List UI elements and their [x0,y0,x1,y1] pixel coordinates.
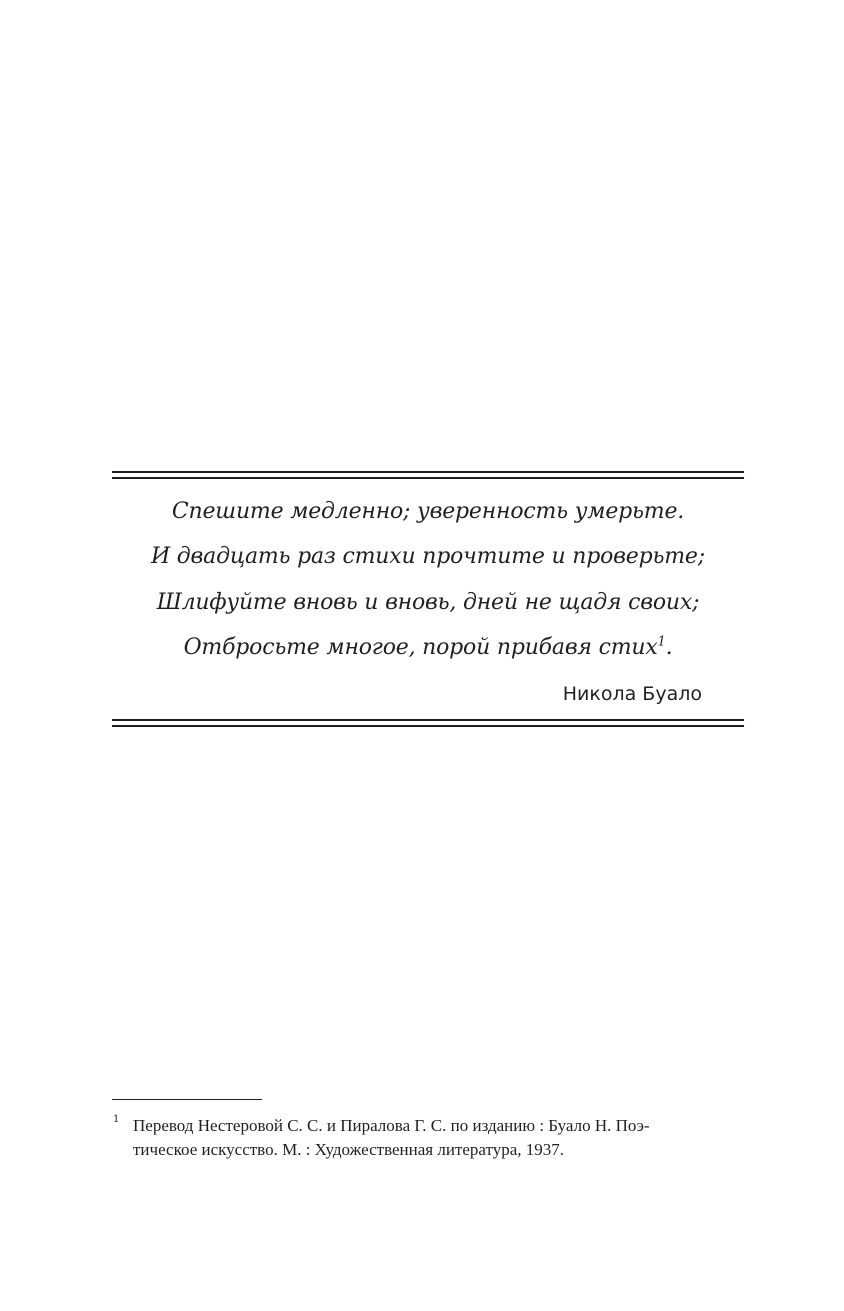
footnote-number: 1 [113,1114,120,1125]
epigraph-line-end-punctuation: . [665,635,673,660]
footnote-reference-marker[interactable]: 1 [657,634,666,650]
epigraph-top-double-rule [112,471,744,479]
footnote-separator-rule [112,1099,262,1100]
epigraph-author: Никола Буало [562,683,702,705]
epigraph-line: Шлифуйте вновь и вновь, дней не щадя своих; [156,590,700,615]
epigraph-line-last [112,633,744,663]
epigraph-bottom-double-rule [112,719,744,727]
epigraph-line: И двадцать раз стихи прочтите и проверьте; [151,544,705,569]
footnote-text-line: Перевод Нестеровой С. С. и Пиралова Г. С. по изданию : Буало Н. Поэ- [133,1116,650,1135]
epigraph-line: Спешите медленно; уверенность умерьте. [171,499,685,524]
epigraph-line-text: Отбросьте многое, порой прибавя стих [183,635,658,660]
footnote-text-line: тическое искусство. М. : Художественная литература, 1937. [133,1140,565,1159]
